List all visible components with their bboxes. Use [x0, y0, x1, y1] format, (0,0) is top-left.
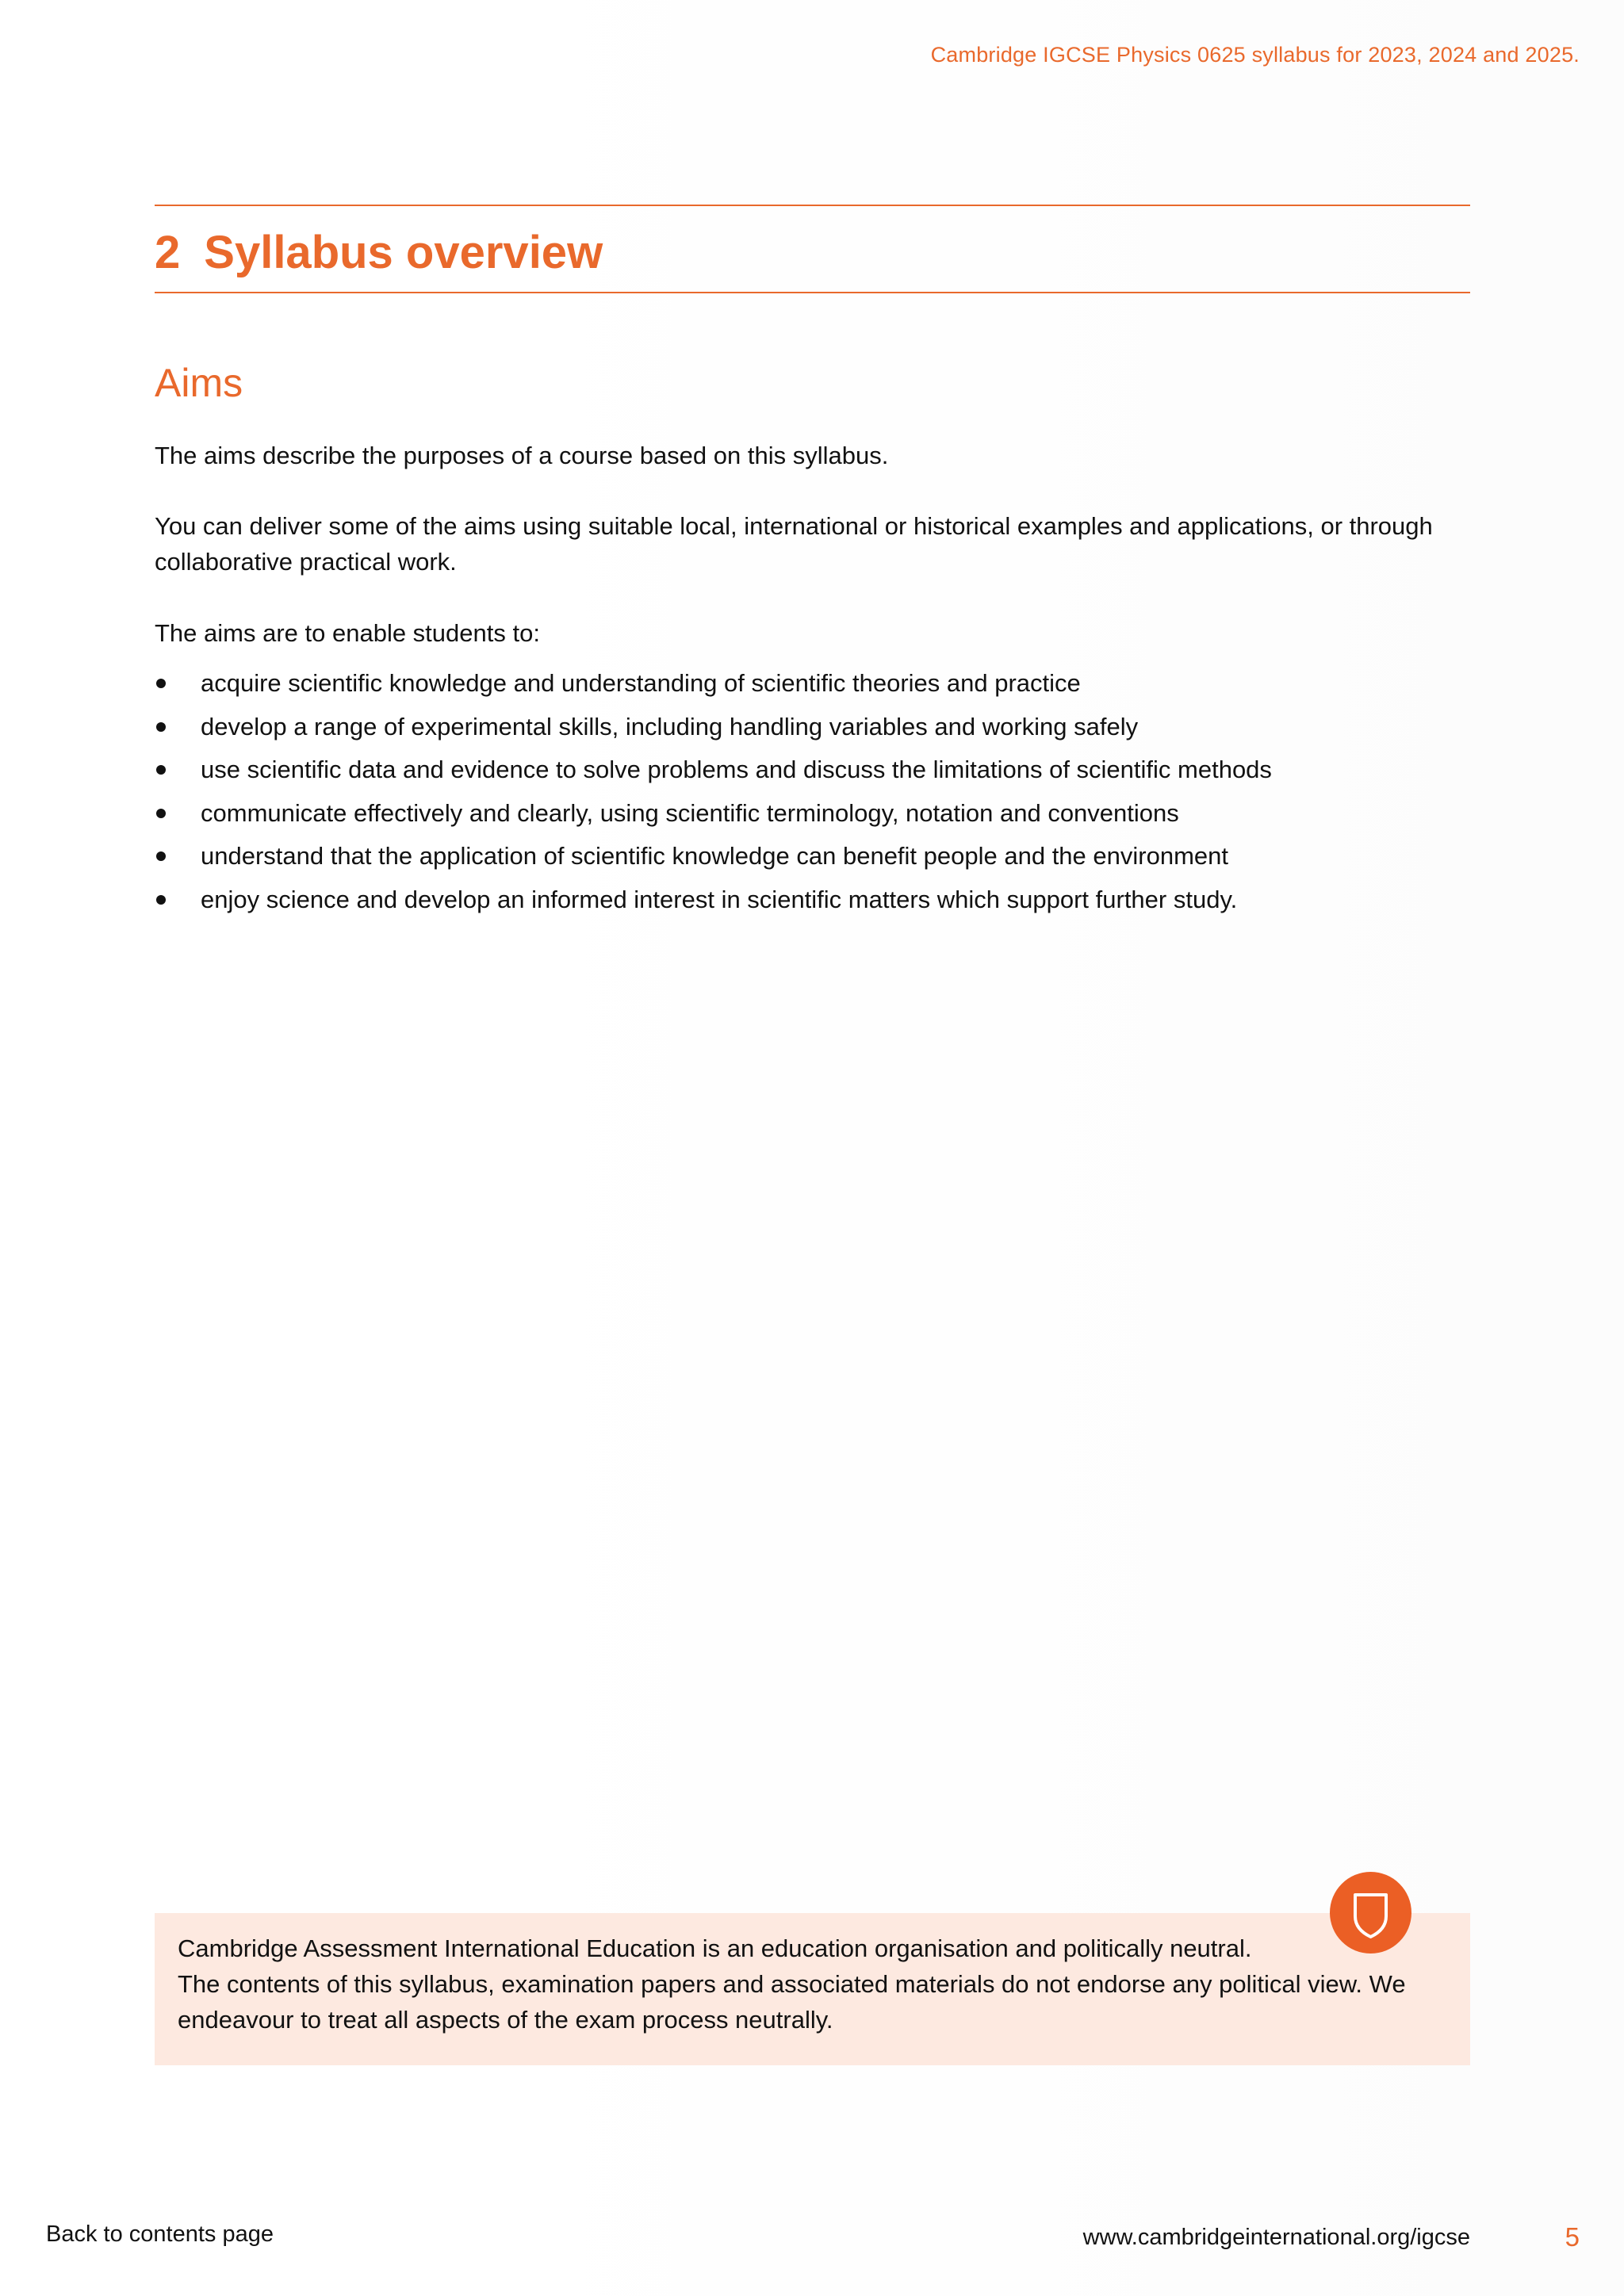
- running-header: Cambridge IGCSE Physics 0625 syllabus for 2023, 2024 and 2025.: [930, 43, 1580, 67]
- bullet-icon: [156, 722, 166, 732]
- aims-lead-in: The aims are to enable students to:: [155, 619, 540, 647]
- shield-icon: [1330, 1872, 1411, 1954]
- list-item: [155, 662, 1455, 706]
- section-title: [155, 223, 603, 283]
- aims-heading: Aims: [155, 361, 243, 405]
- aims-delivery: You can deliver some of the aims using suitable local, international or historical examples and applications, or through collaborative practical work.: [155, 512, 1433, 576]
- notice-line-1: Cambridge Assessment International Education is an education organisation and politically neutral.: [178, 1934, 1252, 1962]
- aims-intro: The aims describe the purposes of a course based on this syllabus.: [155, 442, 889, 469]
- aims-list: [155, 662, 1455, 921]
- title-bottom-rule: [155, 292, 1470, 293]
- bullet-icon: [156, 809, 166, 818]
- title-top-rule: [155, 205, 1470, 206]
- bullet-icon: [156, 679, 166, 688]
- list-item-text: enjoy science and develop an informed interest in scientific matters which support further study.: [201, 885, 1238, 913]
- list-item-text: acquire scientific knowledge and understanding of scientific theories and practice: [201, 669, 1081, 697]
- list-item: [155, 878, 1455, 922]
- bullet-icon: [156, 851, 166, 861]
- list-item-text: use scientific data and evidence to solve problems and discuss the limitations of scientific methods: [201, 756, 1272, 783]
- list-item-text: develop a range of experimental skills, including handling variables and working safely: [201, 712, 1139, 740]
- back-to-contents-link[interactable]: Back to contents page: [46, 2221, 274, 2247]
- page-number: 5: [1565, 2222, 1580, 2252]
- list-item-text: communicate effectively and clearly, using scientific terminology, notation and conventions: [201, 798, 1179, 827]
- shield-icon-graphic: [1330, 1872, 1411, 1954]
- bullet-icon: [156, 765, 166, 775]
- section-number: 2: [155, 227, 181, 278]
- list-item-text: understand that the application of scientific knowledge can benefit people and the environment: [201, 842, 1228, 870]
- list-item: [155, 748, 1455, 792]
- section-title-text: Syllabus overview: [204, 227, 603, 278]
- list-item: [155, 706, 1455, 749]
- notice-line-2: The contents of this syllabus, examination papers and associated materials do not endorse any political view. We endeavour to treat all aspects of the exam process neutrally.: [178, 1970, 1406, 2034]
- notice-text: [178, 1931, 1415, 2038]
- bullet-icon: [156, 895, 166, 905]
- list-item: [155, 792, 1455, 836]
- website-link[interactable]: www.cambridgeinternational.org/igcse: [1082, 2225, 1470, 2250]
- list-item: [155, 835, 1455, 878]
- neutrality-notice: [155, 1913, 1470, 2065]
